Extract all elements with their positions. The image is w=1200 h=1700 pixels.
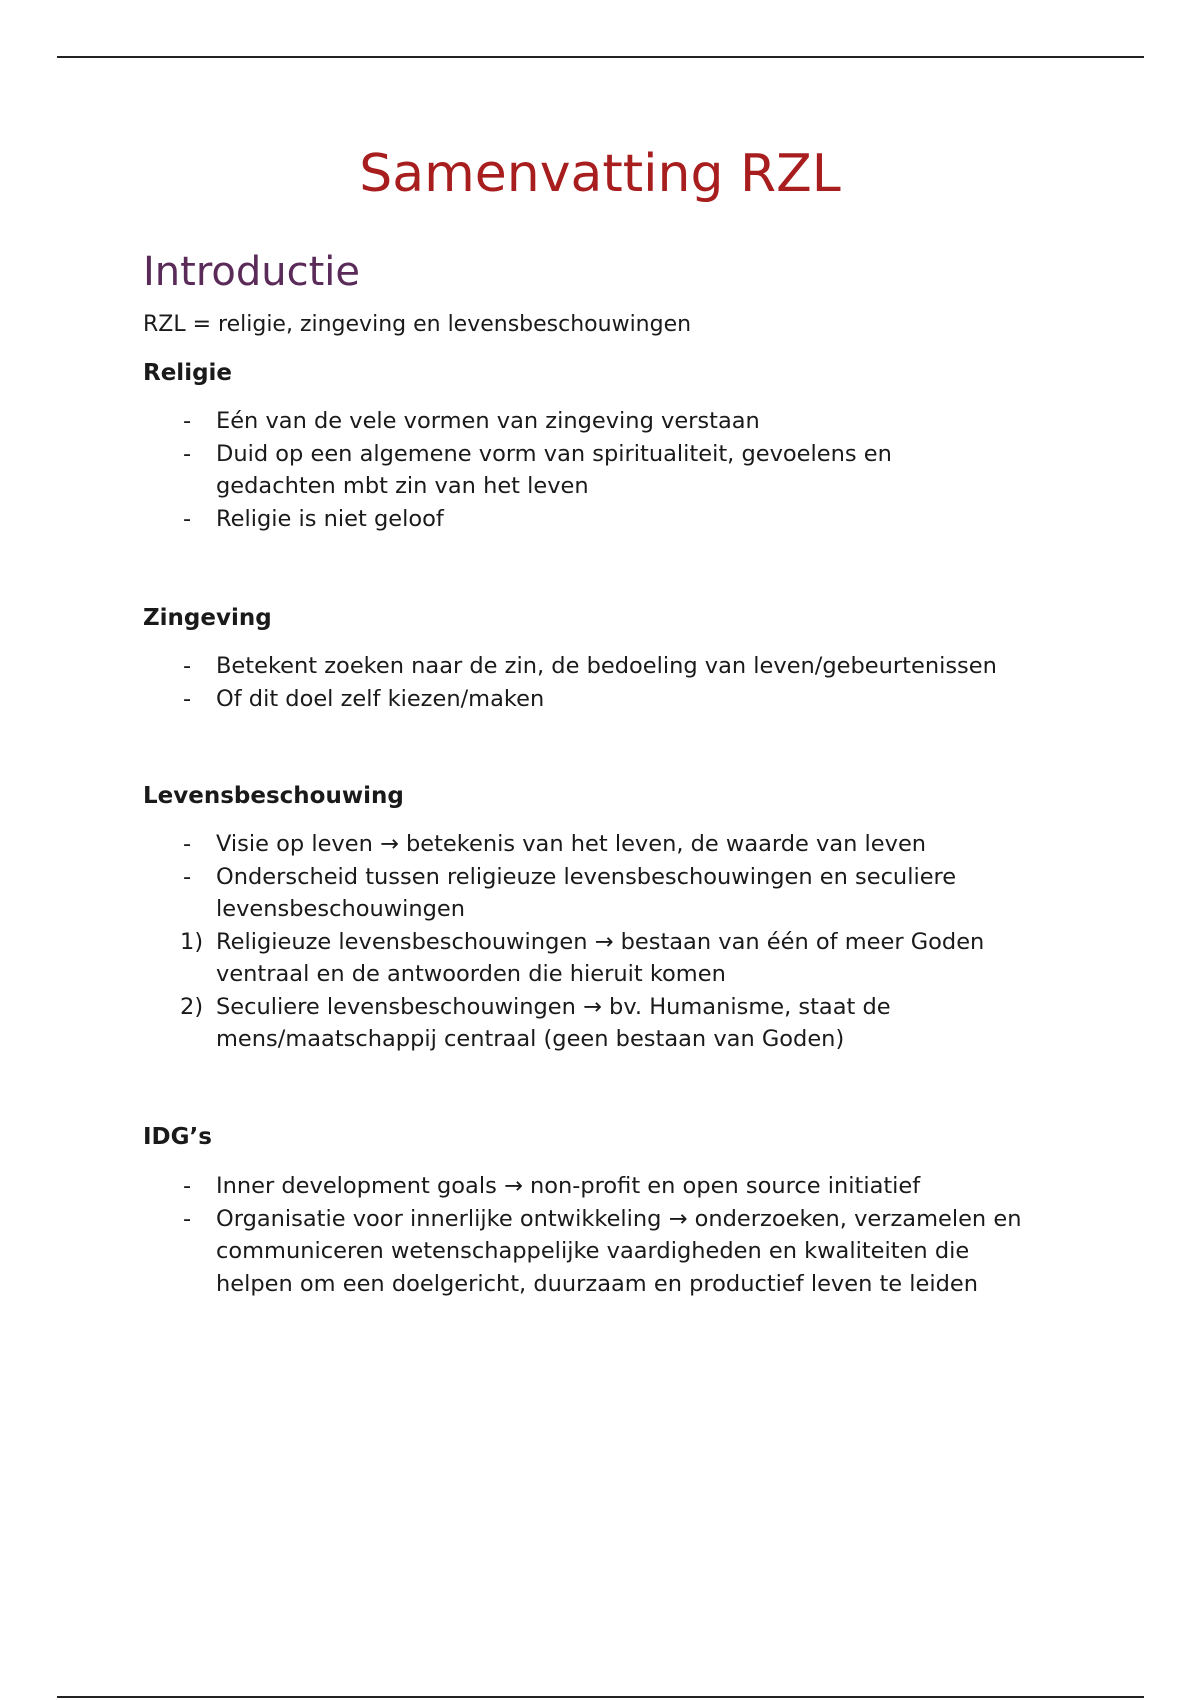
subheading-zingeving: Zingeving	[143, 605, 272, 631]
levensbeschouwing-list	[143, 828, 1083, 1056]
list-item	[143, 1170, 1083, 1203]
list-item	[143, 828, 1083, 861]
list-item-text: Of dit doel zelf kiezen/maken	[216, 685, 545, 712]
subheading-religie: Religie	[143, 360, 233, 386]
numbered-item	[143, 991, 1083, 1056]
bullet-marker: -	[183, 505, 192, 532]
number-marker: 2)	[180, 993, 204, 1020]
section-heading-introductie: Introductie	[143, 249, 361, 295]
list-item	[143, 650, 1083, 683]
number-marker: 1)	[180, 928, 204, 955]
numbered-item	[143, 926, 1083, 991]
intro-definition: RZL = religie, zingeving en levensbeschouwingen	[143, 312, 692, 337]
list-item	[143, 1203, 1083, 1301]
list-item	[143, 683, 1083, 716]
list-item-text: Duid op een algemene vorm van spiritualiteit, gevoelens en gedachten mbt zin van het leven	[216, 440, 892, 499]
bullet-marker: -	[183, 1205, 192, 1232]
bullet-marker: -	[183, 440, 192, 467]
religie-list	[143, 405, 1083, 535]
bullet-marker: -	[183, 831, 192, 857]
bullet-marker: -	[183, 685, 192, 712]
list-item	[143, 861, 1083, 926]
list-item-text: Religie is niet geloof	[216, 505, 444, 532]
list-item-text: Betekent zoeken naar de zin, de bedoeling van leven/gebeurtenissen	[216, 653, 997, 679]
bullet-marker: -	[183, 408, 192, 434]
list-item	[143, 405, 1083, 438]
list-item	[143, 503, 1083, 536]
document-title: Samenvatting RZL	[359, 144, 841, 204]
list-item-text: Eén van de vele vormen van zingeving verstaan	[216, 408, 760, 434]
zingeving-list	[143, 650, 1083, 715]
subheading-idgs: IDG’s	[143, 1124, 212, 1150]
bottom-rule	[57, 1696, 1144, 1698]
list-item-text: Seculiere levensbeschouwingen → bv. Humanisme, staat de mens/maatschappij centraal (geen bestaan van Goden)	[216, 993, 891, 1052]
top-rule	[57, 56, 1144, 58]
idgs-list	[143, 1170, 1083, 1300]
list-item-text: Organisatie voor innerlijke ontwikkeling → onderzoeken, verzamelen en communiceren wetenschappelijke vaardigheden en kwaliteiten die helpen om een doelgericht, duurzaam en productief leven te leiden	[216, 1205, 1022, 1297]
bullet-marker: -	[183, 1173, 192, 1199]
list-item-text: Inner development goals → non-profit en open source initiatief	[216, 1173, 921, 1199]
bullet-marker: -	[183, 863, 192, 890]
list-item-text: Onderscheid tussen religieuze levensbeschouwingen en seculiere levensbeschouwingen	[216, 863, 957, 922]
list-item	[143, 438, 1083, 503]
bullet-marker: -	[183, 653, 192, 679]
list-item-text: Religieuze levensbeschouwingen → bestaan van één of meer Goden ventraal en de antwoorden die hieruit komen	[216, 928, 985, 987]
list-item-text: Visie op leven → betekenis van het leven, de waarde van leven	[216, 831, 927, 857]
subheading-levensbeschouwing: Levensbeschouwing	[143, 783, 404, 809]
